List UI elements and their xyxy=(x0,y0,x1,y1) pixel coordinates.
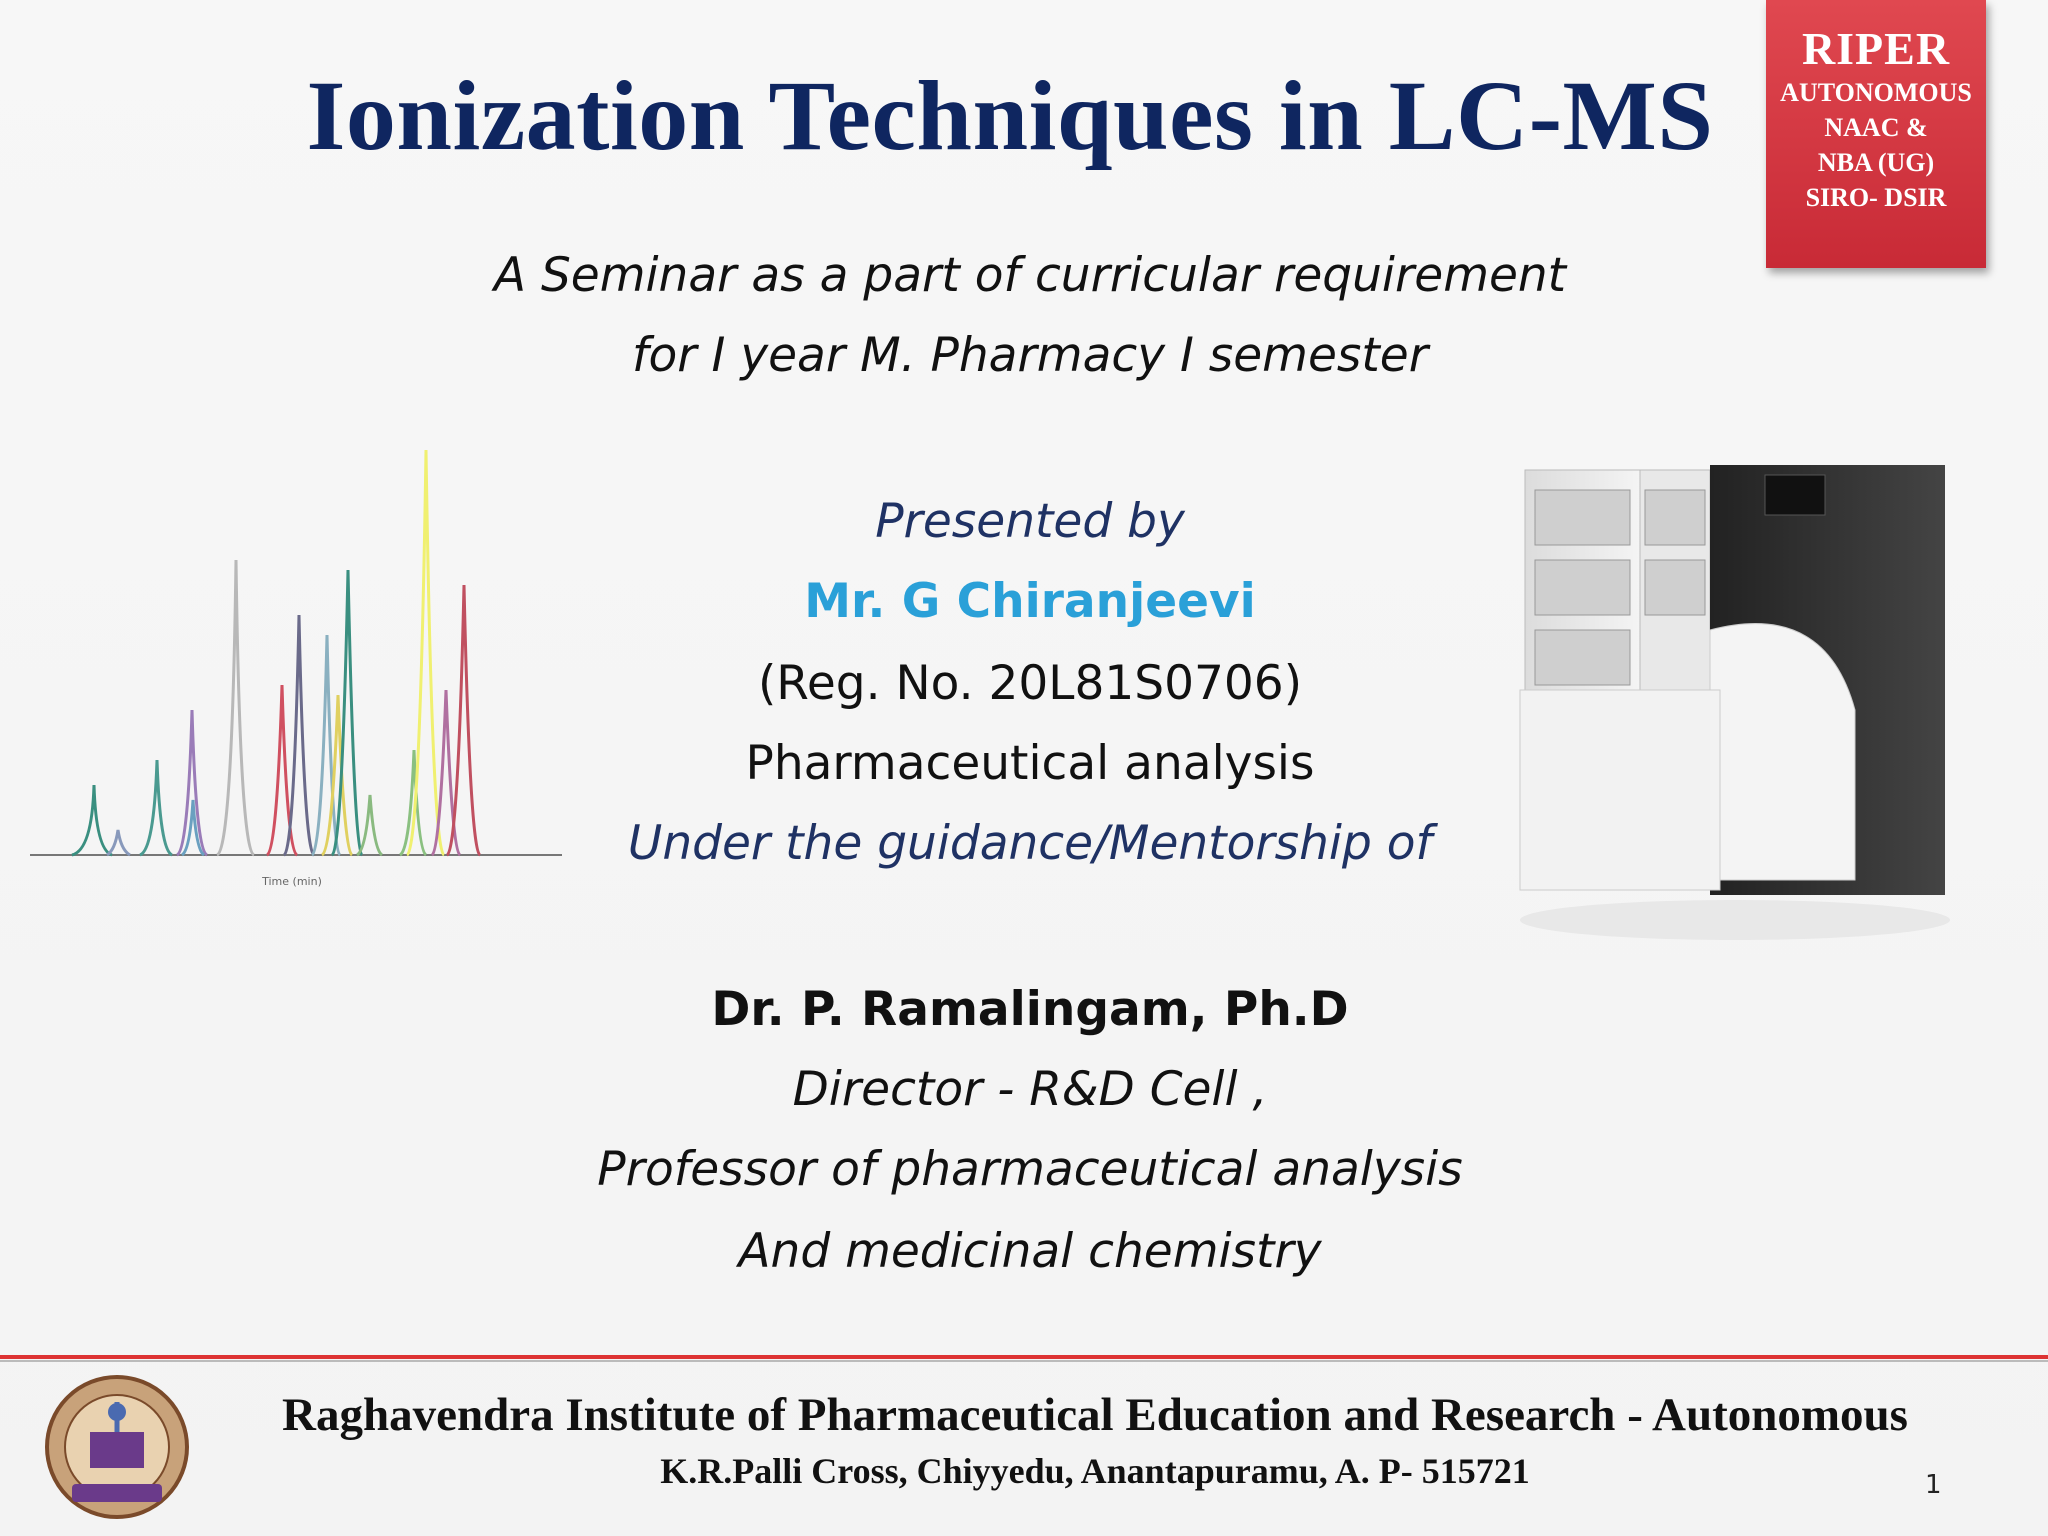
presenter-name: Mr. G Chiranjeevi xyxy=(804,574,1256,629)
riper-badge xyxy=(1766,0,1986,268)
institute-name: Raghavendra Institute of Pharmaceutical Education and Research - Autonomous xyxy=(282,1389,1908,1441)
institute-seal-icon xyxy=(42,1372,192,1522)
badge-line: NAAC & xyxy=(1824,113,1928,142)
institute-address: K.R.Palli Cross, Chiyyedu, Anantapuramu, A. P- 515721 xyxy=(660,1451,1530,1491)
mentor-role: Director - R&D Cell , xyxy=(792,1062,1268,1117)
registration-number: (Reg. No. 20L81S0706) xyxy=(757,656,1303,711)
svg-text:Time (min): Time (min) xyxy=(262,875,322,888)
badge-name: RIPER xyxy=(1801,23,1951,74)
page-number: 1 xyxy=(1925,1470,1942,1500)
badge-line: NBA (UG) xyxy=(1817,148,1935,177)
chromatogram-image xyxy=(22,430,562,900)
mentor-role: Professor of pharmaceutical analysis xyxy=(597,1142,1463,1197)
badge-line: SIRO- DSIR xyxy=(1805,183,1947,212)
badge-line: AUTONOMOUS xyxy=(1780,78,1972,107)
mentor-name: Dr. P. Ramalingam, Ph.D xyxy=(711,982,1349,1037)
footer-divider xyxy=(0,1355,2048,1359)
slide-title: Ionization Techniques in LC-MS xyxy=(306,60,1714,171)
presented-by-label: Presented by xyxy=(875,494,1185,549)
intro-line-1: A Seminar as a part of curricular requirement xyxy=(493,248,1567,303)
guidance-label: Under the guidance/Mentorship of xyxy=(627,816,1433,871)
intro-line-2: for I year M. Pharmacy I semester xyxy=(631,328,1429,383)
mentor-role: And medicinal chemistry xyxy=(738,1224,1322,1279)
footer-divider-shadow xyxy=(0,1360,2048,1362)
lcms-instrument-image xyxy=(1515,450,1960,1070)
department: Pharmaceutical analysis xyxy=(745,736,1315,791)
